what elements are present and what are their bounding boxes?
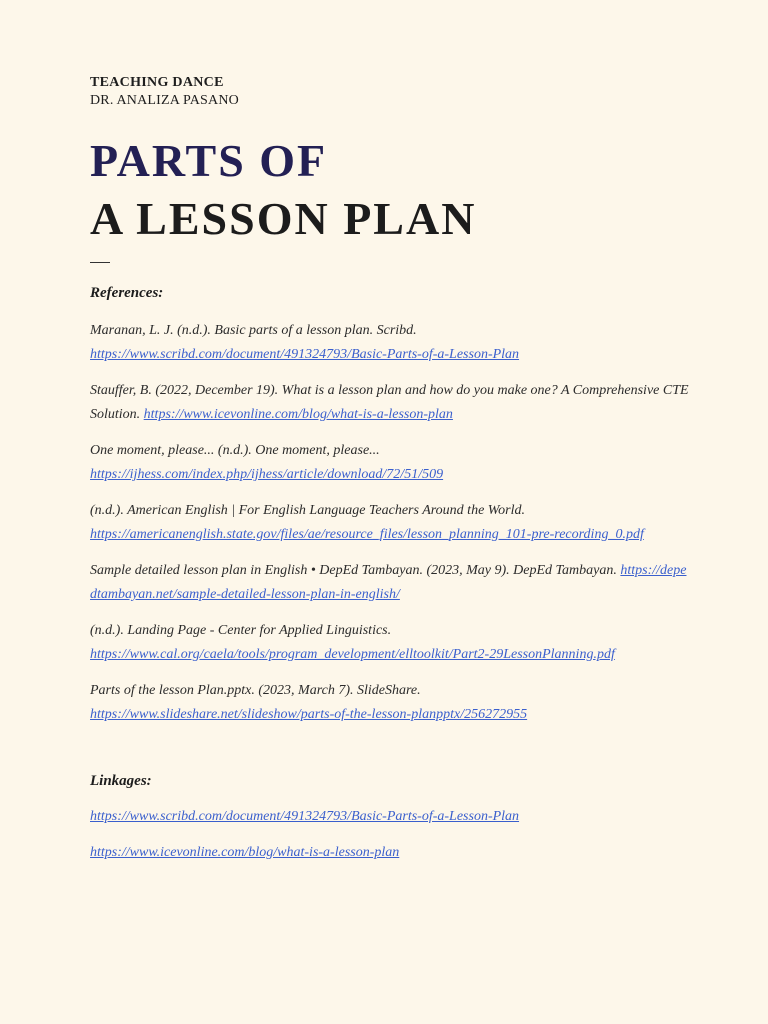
author-name: DR. ANALIZA PASANO bbox=[90, 93, 239, 108]
reference-text: Maranan, L. J. (n.d.). Basic parts of a lesson plan. Scribd. bbox=[90, 323, 417, 338]
reference-text: Stauffer, B. (2022, December 19). What is a lesson plan and how do you make one? A Comprehensive CTE Solution. bbox=[90, 383, 689, 422]
reference-link[interactable]: https://americanenglish.state.gov/files/ae/resource_files/lesson_planning_101-pre-recording_0.pdf bbox=[90, 527, 644, 542]
reference-item bbox=[90, 679, 690, 727]
references-list bbox=[90, 319, 690, 727]
linkage-link[interactable]: https://www.scribd.com/document/491324793/Basic-Parts-of-a-Lesson-Plan bbox=[90, 809, 520, 824]
page-title bbox=[90, 132, 690, 248]
reference-link[interactable]: https://www.scribd.com/document/491324793/Basic-Parts-of-a-Lesson-Plan bbox=[90, 347, 520, 362]
reference-text: Parts of the lesson Plan.pptx. (2023, March 7). SlideShare. bbox=[90, 683, 421, 698]
linkage-item bbox=[90, 841, 690, 865]
linkage-link[interactable]: https://www.icevonline.com/blog/what-is-a-lesson-plan bbox=[90, 845, 400, 860]
linkage-item bbox=[90, 805, 690, 829]
reference-link[interactable]: https://ijhess.com/index.php/ijhess/article/download/72/51/509 bbox=[90, 467, 444, 482]
title-divider bbox=[90, 262, 110, 263]
linkages-list bbox=[90, 805, 690, 865]
title-line-1: PARTS OF bbox=[90, 135, 328, 186]
linkages-heading: Linkages: bbox=[90, 773, 152, 789]
reference-text: (n.d.). American English | For English Language Teachers Around the World. bbox=[90, 503, 525, 518]
reference-text: One moment, please... (n.d.). One moment, please... bbox=[90, 443, 380, 458]
reference-item bbox=[90, 499, 690, 547]
course-name: TEACHING DANCE bbox=[90, 75, 224, 90]
reference-item bbox=[90, 319, 690, 367]
reference-item bbox=[90, 619, 690, 667]
reference-link[interactable]: https://www.icevonline.com/blog/what-is-a-lesson-plan bbox=[143, 407, 453, 422]
reference-link[interactable]: https://www.slideshare.net/slideshow/parts-of-the-lesson-planpptx/256272955 bbox=[90, 707, 528, 722]
reference-item bbox=[90, 559, 690, 607]
reference-text: Sample detailed lesson plan in English • DepEd Tambayan. (2023, May 9). DepEd Tambayan. bbox=[90, 563, 617, 578]
reference-link[interactable]: https://www.cal.org/caela/tools/program_development/elltoolkit/Part2-29LessonPlanning.pdf bbox=[90, 647, 615, 662]
reference-text: (n.d.). Landing Page - Center for Applied Linguistics. bbox=[90, 623, 392, 638]
document-page bbox=[90, 74, 690, 865]
reference-item bbox=[90, 439, 690, 487]
reference-item bbox=[90, 379, 690, 427]
reference-link[interactable]: https://depedtambayan.net/sample-detailed-lesson-plan-in-english/ bbox=[90, 563, 687, 602]
title-line-2: A LESSON PLAN bbox=[90, 193, 477, 244]
references-heading: References: bbox=[90, 285, 164, 301]
